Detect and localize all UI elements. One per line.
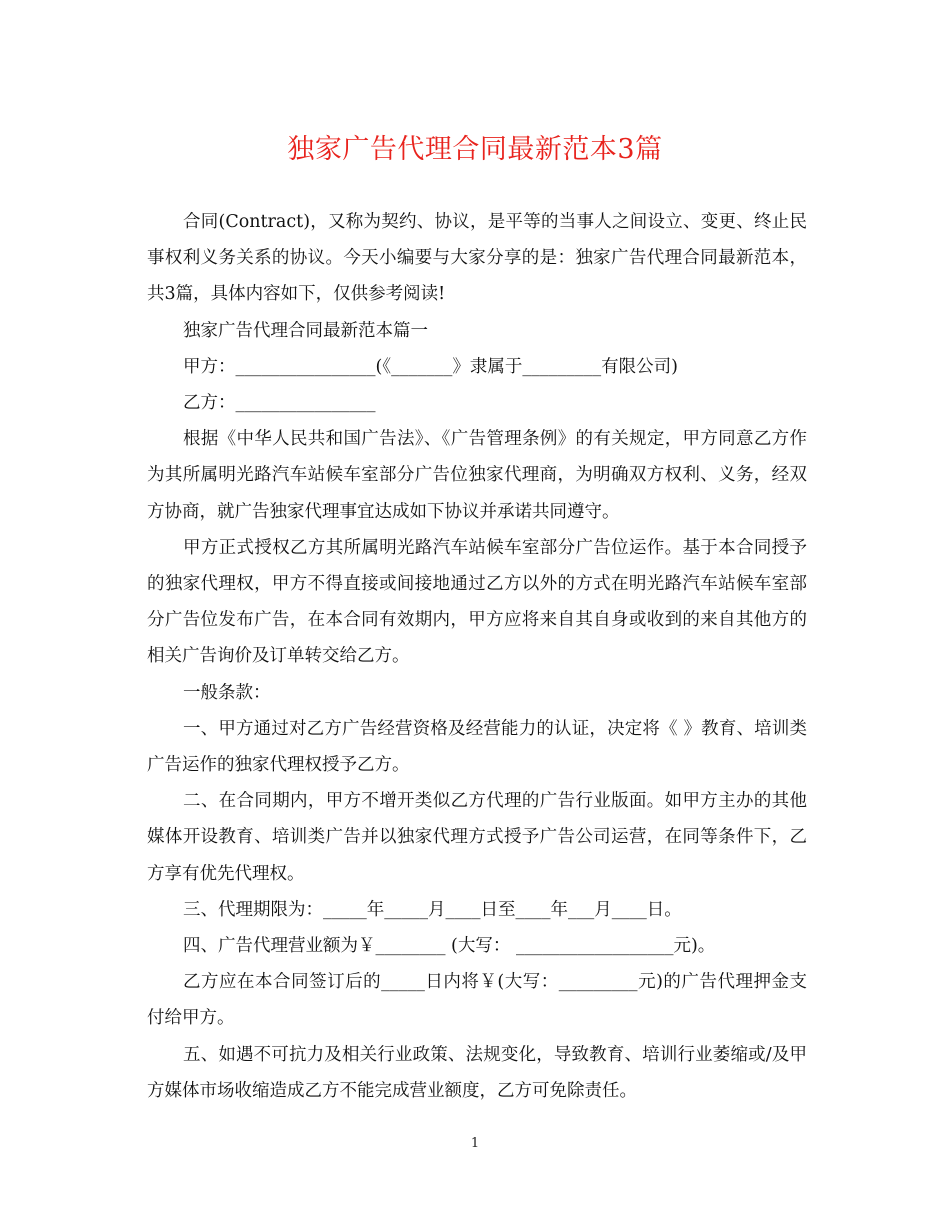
- paragraph-clause-2: 二、在合同期内，甲方不增开类似乙方代理的广告行业版面。如甲方主办的其他媒体开设教育、培训类广告并以独家代理方式授予广告公司运营，在同等条件下，乙方享有优先代理权。: [147, 791, 807, 884]
- paragraph-legal-basis: 根据《中华人民共和国广告法》、《广告管理条例》的有关规定，甲方同意乙方作为其所属明光路汽车站候车室部分广告位独家代理商，为明确双方权利、义务，经双方协商，就广告独家代理事宜达成如下协议并承诺共同遵守。: [147, 429, 807, 522]
- document-title: 独家广告代理合同最新范本3篇: [287, 134, 663, 165]
- paragraph-clause-5: 五、如遇不可抗力及相关行业政策、法规变化，导致教育、培训行业萎缩或/及甲方媒体市场收缩造成乙方不能完成营业额度，乙方可免除责任。: [147, 1044, 807, 1101]
- paragraph-intro: 合同(Contract)，又称为契约、协议，是平等的当事人之间设立、变更、终止民事权利义务关系的协议。今天小编要与大家分享的是：独家广告代理合同最新范本，共3篇，具体内容如下，仅供参考阅读!: [147, 212, 807, 305]
- paragraph-general-terms-heading: 一般条款：: [183, 682, 271, 703]
- paragraph-clause-4: 四、广告代理营业额为￥________ (大写： __________________元)。: [183, 936, 716, 957]
- paragraph-clause-1: 一、甲方通过对乙方广告经营资格及经营能力的认证，决定将《 》教育、培训类广告运作的独家代理权授予乙方。: [147, 718, 807, 776]
- document-body: [147, 204, 807, 1109]
- paragraph-party-b: 乙方：________________: [183, 393, 376, 414]
- paragraph-party-a: 甲方：________________(《_______》隶属于_________有限公司): [183, 356, 678, 377]
- page-number: 1: [470, 1136, 480, 1151]
- paragraph-clause-3: 三、代理期限为：_____年_____月____日至____年___月____日。: [183, 899, 682, 920]
- paragraph-section-heading: 独家广告代理合同最新范本篇一: [183, 320, 428, 341]
- paragraph-deposit: 乙方应在本合同签订后的_____日内将￥(大写：_________元)的广告代理押金支付给甲方。: [147, 972, 807, 1029]
- paragraph-authorization: 甲方正式授权乙方其所属明光路汽车站候车室部分广告位运作。基于本合同授予的独家代理权，甲方不得直接或间接地通过乙方以外的方式在明光路汽车站候车室部分广告位发布广告，在本合同有效期内，甲方应将来自其自身或收到的来自其他方的相关广告询价及订单转交给乙方。: [147, 537, 807, 667]
